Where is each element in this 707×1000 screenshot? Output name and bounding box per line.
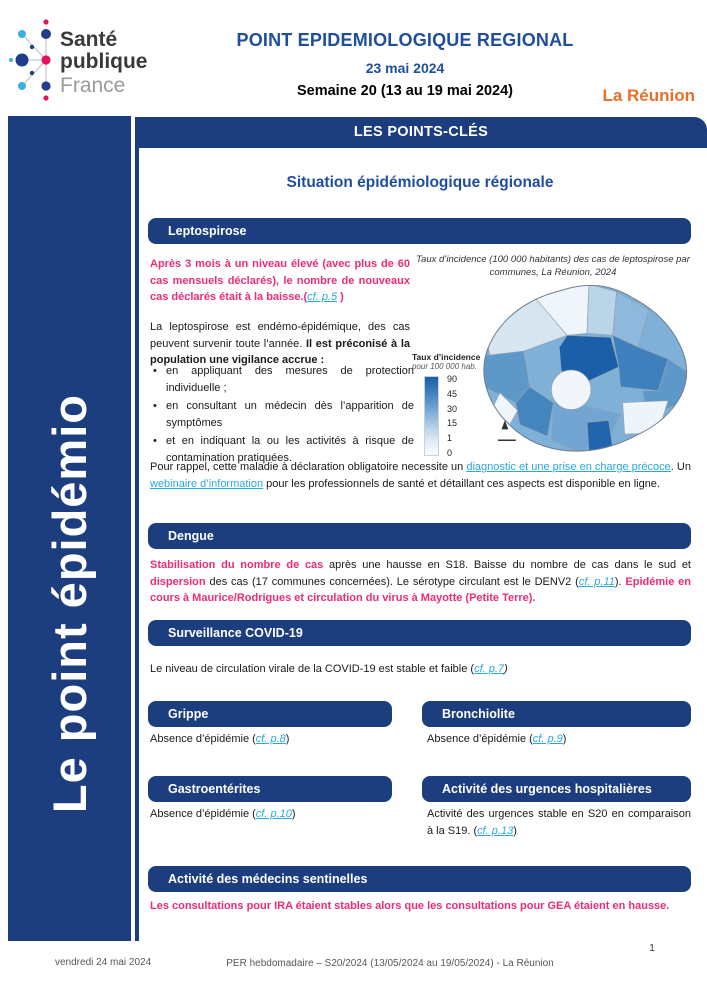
- section-bar-urgences: Activité des urgences hospitalières: [422, 776, 691, 802]
- gastro-paragraph: Absence d’épidémie (cf. p.10): [150, 808, 296, 820]
- section-bar-bronchiolite: Bronchiolite: [422, 701, 691, 727]
- lepto-bullet-list: [150, 363, 414, 468]
- content-left-divider: [135, 117, 139, 941]
- map-title: Taux d’incidence (100 000 habitants) des cas de leptospirose par communes, La Réunion, 2024: [416, 254, 690, 278]
- link-cf-p7[interactable]: cf. p.7: [474, 663, 505, 675]
- link-cf-p10[interactable]: cf. p.10: [255, 808, 292, 820]
- link-cf-p8[interactable]: cf. p.8: [255, 733, 286, 745]
- section-heading-regional: Situation épidémiologique régionale: [286, 174, 554, 191]
- link-cf-p5[interactable]: cf. p.5: [307, 291, 338, 303]
- sentinelles-paragraph: Les consultations pour IRA étaient stables alors que les consultations pour GEA étaient en hausse.: [150, 900, 670, 912]
- urgences-paragraph: Activité des urgences stable en S20 en comparaison à la S19. (cf. p.13): [427, 808, 691, 837]
- logo-text-sante: Santé: [60, 28, 118, 51]
- map-legend-subtitle: pour 100 000 hab.: [412, 362, 477, 371]
- footer-reference: PER hebdomadaire – S20/2024 (13/05/2024 au 19/05/2024) - La Réunion: [226, 958, 554, 969]
- link-cf-p11[interactable]: cf. p.11: [578, 575, 615, 588]
- logo-text-publique: publique: [60, 50, 148, 73]
- key-points-banner: LES POINTS-CLÉS: [135, 117, 707, 148]
- section-bar-dengue: Dengue: [148, 523, 691, 549]
- page-title: POINT EPIDEMIOLOGIQUE REGIONAL: [236, 30, 574, 50]
- sidebar-label: Le point épidémio: [43, 393, 96, 814]
- list-item: • et en indiquant la ou les activités à risque de contamination pratiquées.: [150, 433, 414, 466]
- footer-date: vendredi 24 mai 2024: [55, 957, 152, 968]
- bronchiolite-paragraph: Absence d’épidémie (cf. p.9): [427, 733, 567, 745]
- section-bar-leptospirose: Leptospirose: [148, 218, 691, 244]
- link-webinaire[interactable]: webinaire d’information: [150, 477, 264, 490]
- map-legend-bar: [424, 376, 439, 456]
- list-item: • en appliquant des mesures de protection individuelle ;: [150, 363, 414, 396]
- lepto-alert-paragraph: Après 3 mois à un niveau élevé (avec plus de 60 cas mensuels déclarés), le nombre de nouveaux cas déclarés était à la baisse.(cf. p.5 ): [150, 258, 410, 303]
- region-label: La Réunion: [602, 86, 695, 105]
- link-cf-p9[interactable]: cf. p.9: [532, 733, 563, 745]
- bulletin-week: Semaine 20 (13 au 19 mai 2024): [296, 83, 514, 99]
- leptospirosis-choropleth-map: [470, 276, 704, 460]
- bulletin-date: 23 mai 2024: [365, 60, 445, 76]
- map-legend-title: Taux d’incidence: [412, 352, 481, 362]
- section-bar-covid: Surveillance COVID-19: [148, 620, 691, 646]
- sidebar-vertical-banner: [8, 116, 131, 941]
- section-bar-grippe: Grippe: [148, 701, 392, 727]
- lepto-recall-paragraph: Pour rappel, cette maladie à déclaration obligatoire necessite un diagnostic et une prise en charge précoce. Un webinaire d’information pour les professionnels de santé et détaillant ces aspects est disponible en ligne.: [150, 461, 691, 490]
- page-number: 1: [649, 942, 655, 954]
- section-bar-sentinelles: Activité des médecins sentinelles: [148, 866, 691, 892]
- covid-paragraph: Le niveau de circulation virale de la COVID-19 est stable et faible (cf. p.7): [150, 663, 508, 675]
- map-legend-labels: 90 45 30 15 1 0: [447, 374, 458, 458]
- link-cf-p13[interactable]: cf. p.13: [477, 824, 514, 837]
- dengue-paragraph: Stabilisation du nombre de cas après une hausse en S18. Baisse du nombre de cas dans le sud et dispersion des cas (17 communes concernées). Le sérotype circulant est le DENV2 (cf. p.11). Epidémie en cours à Maurice/Rodrigues et circulation du virus à Mayotte (Petite Terre).: [150, 559, 692, 604]
- section-bar-gastroenterites: Gastroentérites: [148, 776, 392, 802]
- logo-text-france: France: [60, 74, 126, 97]
- lepto-body-paragraph: La leptospirose est endémo-épidémique, des cas peuvent survenir toute l’année. Il est préconisé à la population une vigilance accrue :: [150, 321, 410, 366]
- list-item: • en consultant un médecin dès l’apparition de symptômes: [150, 398, 414, 431]
- sante-publique-france-logo: [8, 14, 160, 114]
- link-diagnostic[interactable]: diagnostic et une prise en charge précoce: [466, 461, 671, 473]
- grippe-paragraph: Absence d’épidémie (cf. p.8): [150, 733, 290, 745]
